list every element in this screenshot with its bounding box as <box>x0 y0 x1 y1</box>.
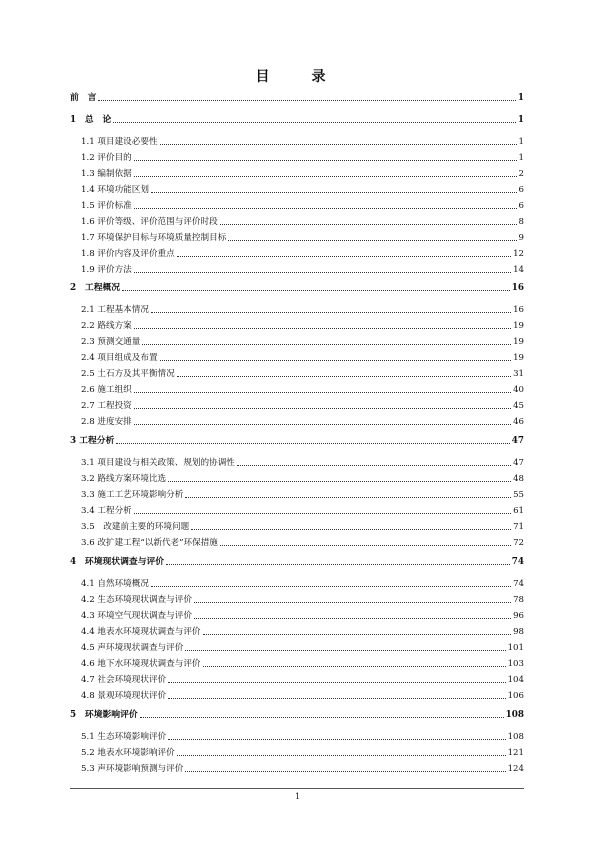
toc-section-entry[interactable] <box>81 641 524 653</box>
toc-dot-leader <box>98 100 515 101</box>
toc-section-entry[interactable] <box>81 383 524 395</box>
toc-section-entry[interactable] <box>81 488 524 500</box>
page-number: 1 <box>294 792 301 801</box>
toc-dot-leader <box>185 497 511 498</box>
toc-dot-leader <box>151 586 511 587</box>
toc-entry-title: 1.9 评价方法 <box>81 265 132 275</box>
toc-entry-title: 4.8 景观环境现状评价 <box>81 691 167 701</box>
toc-entry-page: 103 <box>507 659 524 669</box>
toc-dot-leader <box>134 160 517 161</box>
toc-entry-page: 78 <box>513 595 524 605</box>
toc-section-entry[interactable] <box>81 504 524 516</box>
toc-section-entry[interactable] <box>81 351 524 363</box>
toc-chapter-entry[interactable] <box>70 281 524 293</box>
toc-dot-leader <box>151 312 511 313</box>
toc-entry-title: 1.8 评价内容及评价重点 <box>81 249 175 259</box>
toc-entry-title: 4.5 声环境现状调查与评价 <box>81 643 184 653</box>
toc-section-entry[interactable] <box>81 689 524 701</box>
toc-dot-leader <box>140 717 504 718</box>
toc-entry-title: 2.3 预测交通量 <box>81 337 141 347</box>
toc-dot-leader <box>177 376 511 377</box>
toc-entry-title: 3.2 路线方案环境比选 <box>81 474 167 484</box>
toc-entry-page: 47 <box>513 458 524 468</box>
toc-section-entry[interactable] <box>81 303 524 315</box>
toc-entry-page: 1 <box>518 137 524 147</box>
toc-dot-leader <box>134 408 511 409</box>
toc-dot-leader <box>134 272 511 273</box>
toc-entry-title: 1 总 论 <box>70 115 112 125</box>
toc-entry-page: 74 <box>511 557 524 567</box>
toc-entry-page: 16 <box>513 305 524 315</box>
toc-entry-page: 9 <box>518 233 524 243</box>
toc-entry-title: 4.4 地表水环境现状调查与评价 <box>81 627 201 637</box>
toc-dot-leader <box>134 513 511 514</box>
toc-section-entry[interactable] <box>81 199 524 211</box>
toc-entry-page: 72 <box>513 538 524 548</box>
toc-dot-leader <box>168 698 505 699</box>
toc-dot-leader <box>191 529 511 530</box>
toc-entry-title: 3.5 改建前主要的环境问题 <box>81 522 190 532</box>
toc-entry-title: 2.1 工程基本情况 <box>81 305 149 315</box>
toc-dot-leader <box>185 650 505 651</box>
toc-entry-title: 1.7 环境保护目标与环境质量控制目标 <box>81 233 227 243</box>
toc-dot-leader <box>237 465 511 466</box>
toc-entry-page: 48 <box>513 474 524 484</box>
toc-section-entry[interactable] <box>81 335 524 347</box>
toc-entry-title: 1.5 评价标准 <box>81 201 132 211</box>
toc-chapter-entry[interactable] <box>70 708 524 720</box>
toc-section-entry[interactable] <box>81 593 524 605</box>
toc-entry-title: 4 环境现状调查与评价 <box>70 557 165 567</box>
toc-entry-page: 124 <box>507 764 524 774</box>
toc-section-entry[interactable] <box>81 456 524 468</box>
toc-section-entry[interactable] <box>81 673 524 685</box>
toc-entry-page: 108 <box>505 710 524 720</box>
toc-title: 目 录 <box>255 69 340 85</box>
toc-section-entry[interactable] <box>81 151 524 163</box>
toc-entry-page: 6 <box>518 201 524 211</box>
toc-entry-title: 1.1 项目建设必要性 <box>81 137 158 147</box>
toc-entry-title: 5 环境影响评价 <box>70 710 138 720</box>
toc-entry-title: 2.7 工程投资 <box>81 401 132 411</box>
toc-entry-page: 6 <box>518 185 524 195</box>
toc-entry-title: 3.1 项目建设与相关政策、规划的协调性 <box>81 458 235 468</box>
toc-entry-title: 1.6 评价等级、评价范围与评价时段 <box>81 217 218 227</box>
toc-entry-title: 4.3 环境空气现状调查与评价 <box>81 611 192 621</box>
toc-entry-title: 4.2 生态环境现状调查与评价 <box>81 595 192 605</box>
toc-entry-title: 5.1 生态环境影响评价 <box>81 732 167 742</box>
toc-dot-leader <box>166 564 510 565</box>
toc-dot-leader <box>220 545 511 546</box>
toc-dot-leader <box>194 602 511 603</box>
toc-dot-leader <box>134 424 511 425</box>
toc-entry-title: 1.4 环境功能区划 <box>81 185 149 195</box>
toc-section-entry[interactable] <box>81 231 524 243</box>
toc-section-entry[interactable] <box>81 263 524 275</box>
toc-entry-page: 55 <box>513 490 524 500</box>
toc-entry-page: 46 <box>513 417 524 427</box>
toc-dot-leader <box>122 290 510 291</box>
toc-dot-leader <box>185 771 505 772</box>
toc-dot-leader <box>168 481 511 482</box>
toc-dot-leader <box>168 739 505 740</box>
toc-entry-page: 106 <box>507 691 524 701</box>
toc-entry-title: 1.3 编制依据 <box>81 169 132 179</box>
toc-chapter-entry[interactable] <box>70 113 524 125</box>
toc-entry-title: 2 工程概况 <box>70 283 121 293</box>
toc-entry-page: 40 <box>513 385 524 395</box>
toc-dot-leader <box>228 240 516 241</box>
toc-section-entry[interactable] <box>81 520 524 532</box>
toc-dot-leader <box>116 443 509 444</box>
toc-chapter-entry[interactable] <box>70 91 524 103</box>
toc-section-entry[interactable] <box>81 762 524 774</box>
toc-section-entry[interactable] <box>81 657 524 669</box>
toc-dot-leader <box>177 256 511 257</box>
toc-entry-page: 1 <box>517 93 524 103</box>
toc-dot-leader <box>134 176 517 177</box>
toc-dot-leader <box>113 122 516 123</box>
toc-dot-leader <box>160 144 517 145</box>
toc-dot-leader <box>151 192 517 193</box>
toc-dot-leader <box>134 208 517 209</box>
toc-dot-leader <box>220 224 517 225</box>
toc-section-entry[interactable] <box>81 135 524 147</box>
toc-section-entry[interactable] <box>81 625 524 637</box>
toc-entry-page: 98 <box>513 627 524 637</box>
toc-entry-title: 前 言 <box>70 93 97 103</box>
footer-rule <box>70 788 524 789</box>
toc-entry-page: 8 <box>518 217 524 227</box>
toc-entry-title: 5.3 声环境影响预测与评价 <box>81 764 184 774</box>
toc-entry-page: 121 <box>507 748 524 758</box>
toc-entry-page: 14 <box>513 265 524 275</box>
toc-entry-page: 31 <box>513 369 524 379</box>
toc-entry-page: 1 <box>518 153 524 163</box>
toc-dot-leader <box>134 328 511 329</box>
toc-entry-title: 3 工程分析 <box>70 436 115 446</box>
toc-entry-page: 19 <box>513 337 524 347</box>
toc-section-entry[interactable] <box>81 609 524 621</box>
toc-entry-title: 3.6 改扩建工程“以新代老”环保措施 <box>81 538 218 548</box>
toc-entry-page: 104 <box>507 675 524 685</box>
toc-entry-title: 4.1 自然环境概况 <box>81 579 149 589</box>
toc-entry-title: 3.3 施工工艺环境影响分析 <box>81 490 184 500</box>
toc-section-entry[interactable] <box>81 215 524 227</box>
toc-entry-page: 96 <box>513 611 524 621</box>
toc-entry-page: 45 <box>513 401 524 411</box>
toc-entry-page: 19 <box>513 353 524 363</box>
toc-chapter-entry[interactable] <box>70 434 524 446</box>
toc-entry-page: 19 <box>513 321 524 331</box>
toc-dot-leader <box>142 344 511 345</box>
toc-entry-page: 101 <box>507 643 524 653</box>
toc-dot-leader <box>134 392 511 393</box>
toc-entry-title: 5.2 地表水环境影响评价 <box>81 748 175 758</box>
toc-section-entry[interactable] <box>81 183 524 195</box>
toc-entry-page: 74 <box>513 579 524 589</box>
toc-chapter-entry[interactable] <box>70 555 524 567</box>
toc-entry-page: 47 <box>511 436 524 446</box>
toc-entry-page: 71 <box>513 522 524 532</box>
toc-entry-title: 1.2 评价目的 <box>81 153 132 163</box>
toc-dot-leader <box>203 666 506 667</box>
toc-entry-title: 2.5 土石方及其平衡情况 <box>81 369 175 379</box>
toc-section-entry[interactable] <box>81 319 524 331</box>
toc-entry-title: 2.6 施工组织 <box>81 385 132 395</box>
toc-dot-leader <box>160 360 512 361</box>
toc-entry-title: 4.6 地下水环境现状调查与评价 <box>81 659 201 669</box>
toc-section-entry[interactable] <box>81 746 524 758</box>
toc-section-entry[interactable] <box>81 536 524 548</box>
toc-section-entry[interactable] <box>81 730 524 742</box>
toc-entry-page: 2 <box>518 169 524 179</box>
toc-section-entry[interactable] <box>81 247 524 259</box>
toc-entry-title: 2.2 路线方案 <box>81 321 132 331</box>
toc-entry-page: 1 <box>517 115 524 125</box>
toc-dot-leader <box>168 682 505 683</box>
toc-dot-leader <box>194 618 511 619</box>
toc-section-entry[interactable] <box>81 415 524 427</box>
toc-entry-page: 16 <box>511 283 524 293</box>
toc-dot-leader <box>177 755 506 756</box>
toc-entry-title: 2.8 进度安排 <box>81 417 132 427</box>
toc-entry-title: 4.7 社会环境现状评价 <box>81 675 167 685</box>
toc-entry-page: 61 <box>513 506 524 516</box>
toc-entry-page: 12 <box>513 249 524 259</box>
toc-section-entry[interactable] <box>81 577 524 589</box>
toc-entry-page: 108 <box>507 732 524 742</box>
toc-entry-title: 3.4 工程分析 <box>81 506 132 516</box>
toc-dot-leader <box>203 634 512 635</box>
toc-section-entry[interactable] <box>81 472 524 484</box>
toc-entry-title: 2.4 项目组成及布置 <box>81 353 158 363</box>
toc-section-entry[interactable] <box>81 367 524 379</box>
toc-section-entry[interactable] <box>81 399 524 411</box>
toc-section-entry[interactable] <box>81 167 524 179</box>
